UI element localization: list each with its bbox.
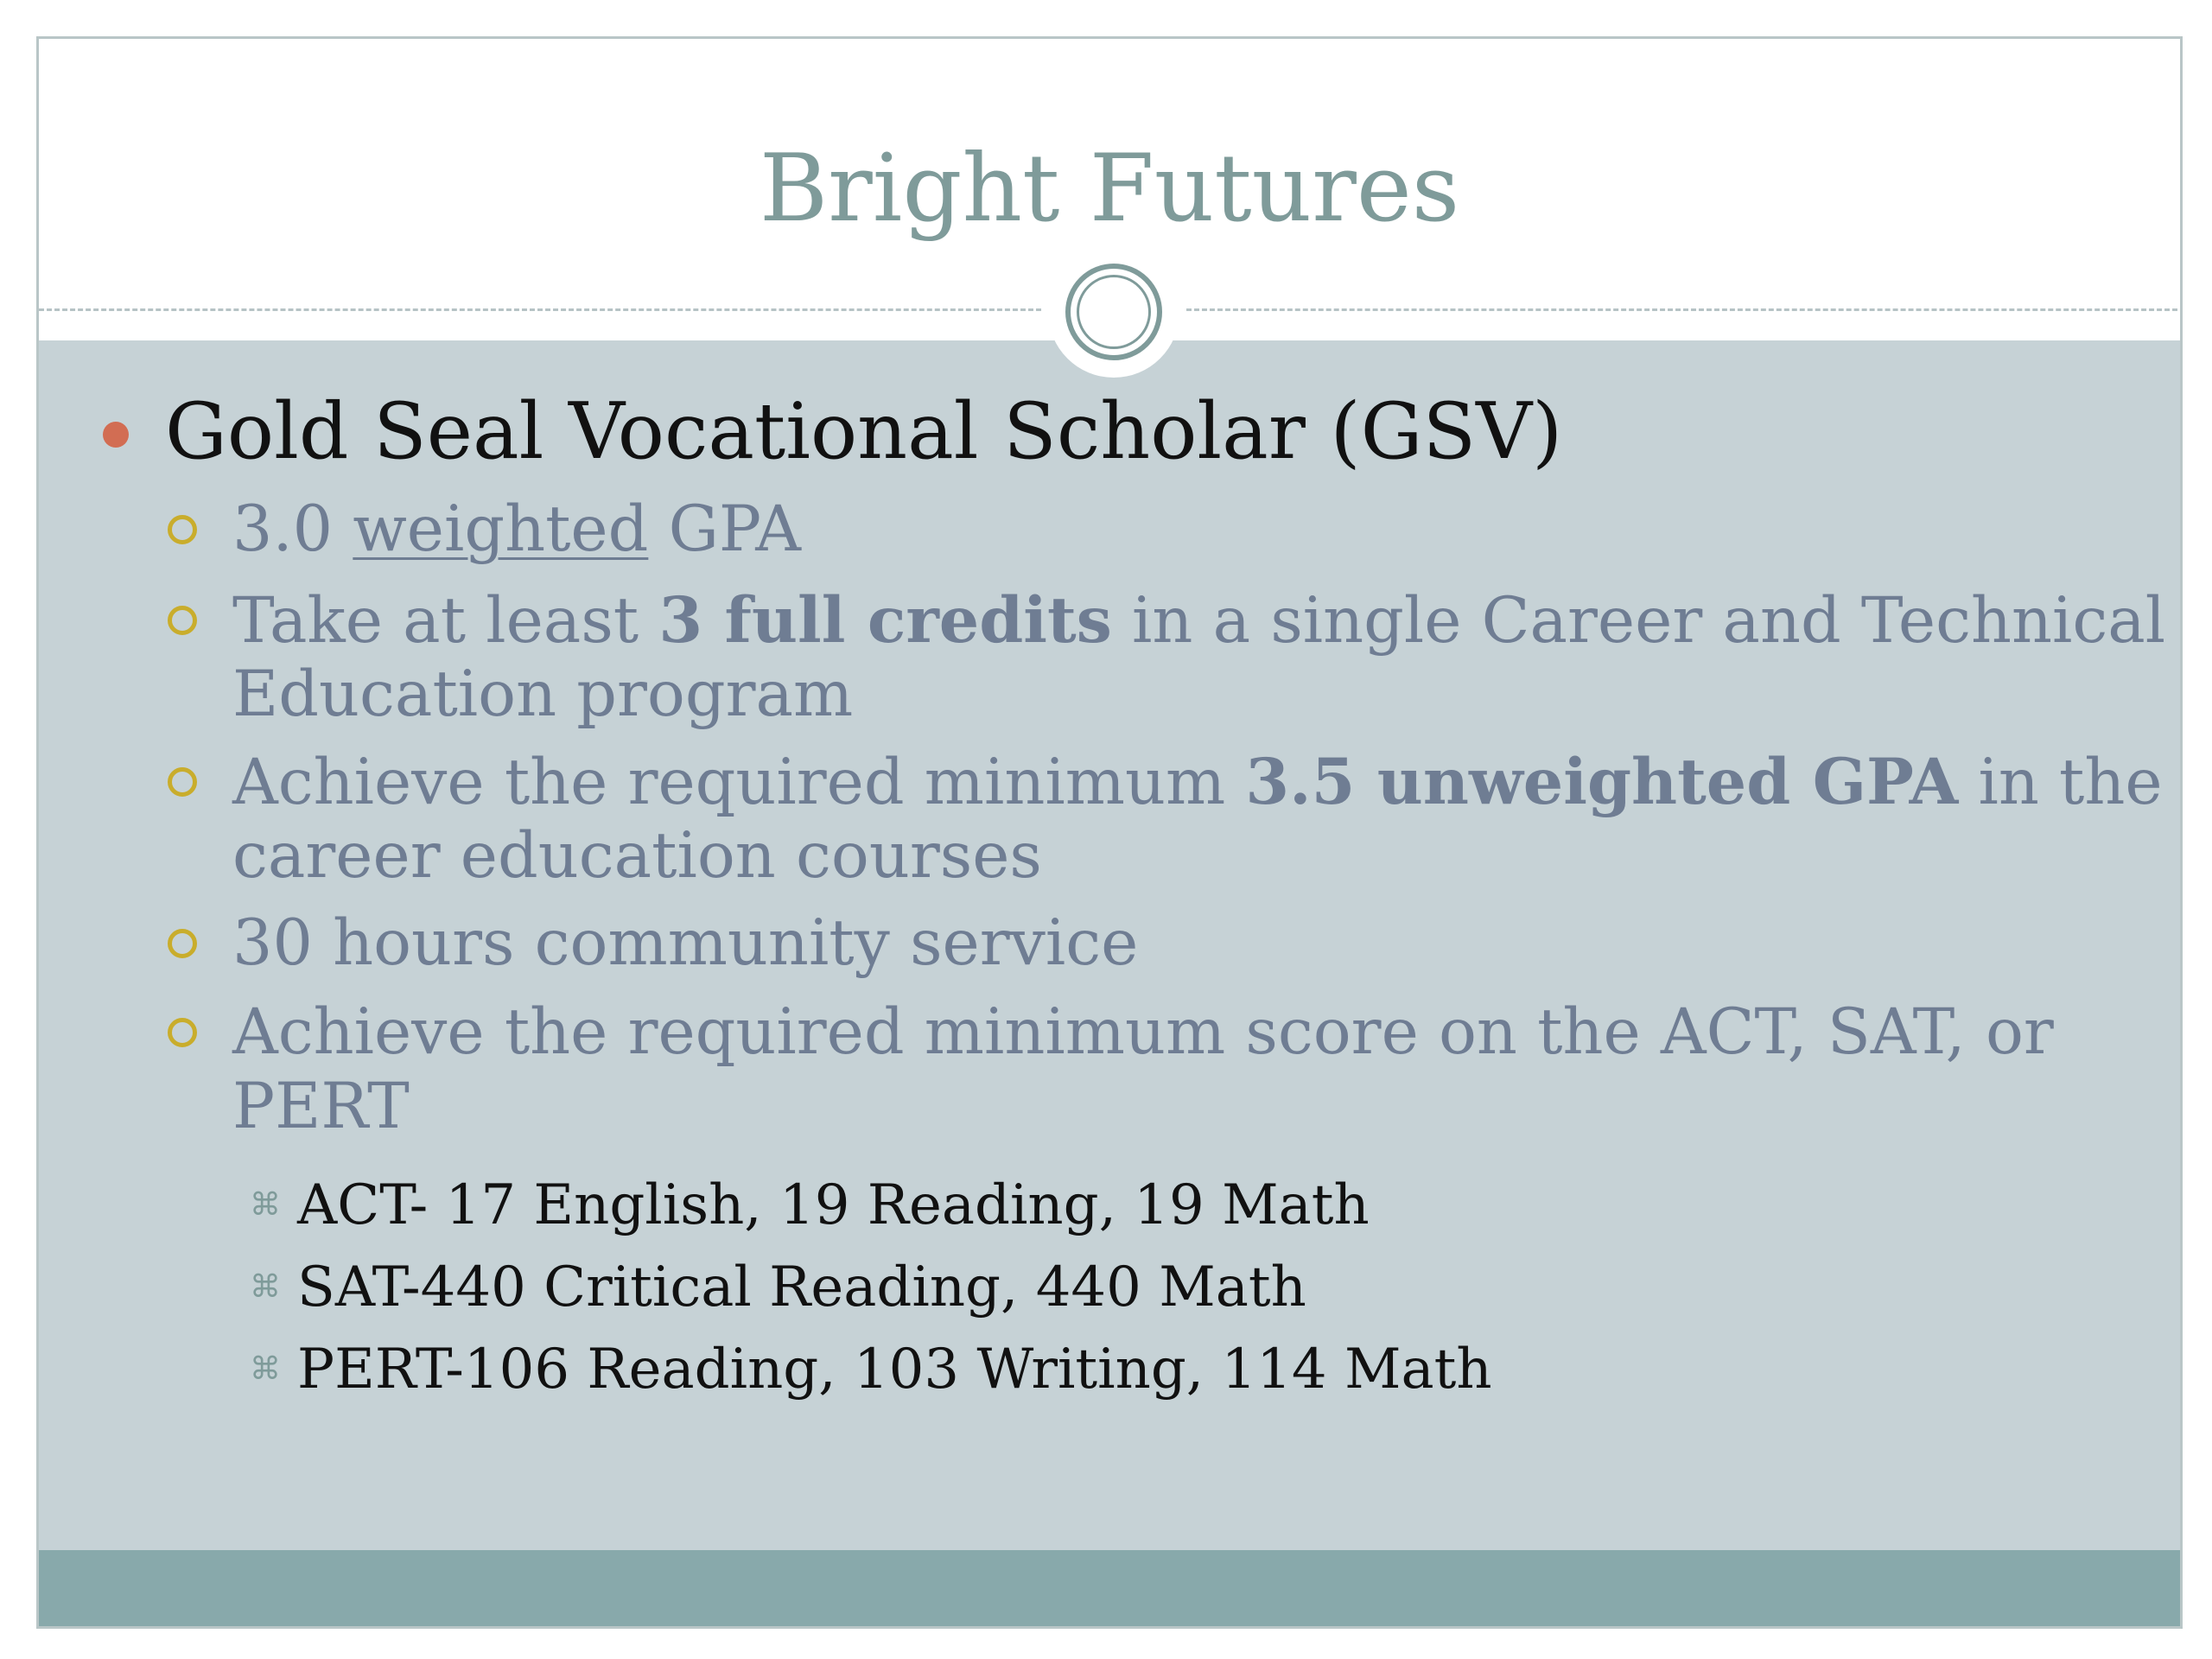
test-score-item: ACT- 17 English, 19 Reading, 19 Math xyxy=(297,1173,1370,1237)
bullet-ring-icon xyxy=(168,606,197,635)
test-score-item: SAT-440 Critical Reading, 440 Math xyxy=(297,1255,1306,1319)
bullet-ring-icon xyxy=(168,767,197,797)
bullet-dot-icon xyxy=(103,422,129,448)
slide xyxy=(36,36,2183,1629)
underlined-term: weighted xyxy=(353,493,649,566)
criterion-gpa: 3.0 weighted GPA xyxy=(232,493,802,566)
star-bullet-icon: ⌘ xyxy=(250,1269,281,1305)
bullet-ring-icon xyxy=(168,929,197,958)
slide-title: Bright Futures xyxy=(759,135,1460,243)
star-bullet-icon: ⌘ xyxy=(250,1351,281,1387)
title-divider-left xyxy=(39,308,1041,311)
bold-term: 3 full credits xyxy=(658,583,1112,658)
criterion-community-service: 30 hours community service xyxy=(232,906,1139,980)
criterion-unweighted-gpa-line2: career education courses xyxy=(232,819,1042,893)
criterion-test-score: Achieve the required minimum score on the ACT, SAT, or xyxy=(232,995,2054,1069)
bold-term: 3.5 unweighted GPA xyxy=(1245,745,1959,819)
bullet-ring-icon xyxy=(168,515,197,544)
title-divider-right xyxy=(1186,308,2183,311)
star-bullet-icon: ⌘ xyxy=(250,1187,281,1223)
footer-band xyxy=(39,1550,2180,1629)
criterion-credits: Take at least 3 full credits in a single Career and Technical xyxy=(232,583,2166,658)
main-bullet-text: Gold Seal Vocational Scholar (GSV) xyxy=(165,386,1563,477)
criterion-unweighted-gpa: Achieve the required minimum 3.5 unweighted GPA in the xyxy=(232,745,2163,819)
criterion-test-score-line2: PERT xyxy=(232,1070,410,1143)
bullet-ring-icon xyxy=(168,1018,197,1047)
test-score-item: PERT-106 Reading, 103 Writing, 114 Math xyxy=(297,1338,1492,1402)
criterion-credits-line2: Education program xyxy=(232,658,854,731)
double-ring-ornament-icon xyxy=(1048,246,1179,378)
